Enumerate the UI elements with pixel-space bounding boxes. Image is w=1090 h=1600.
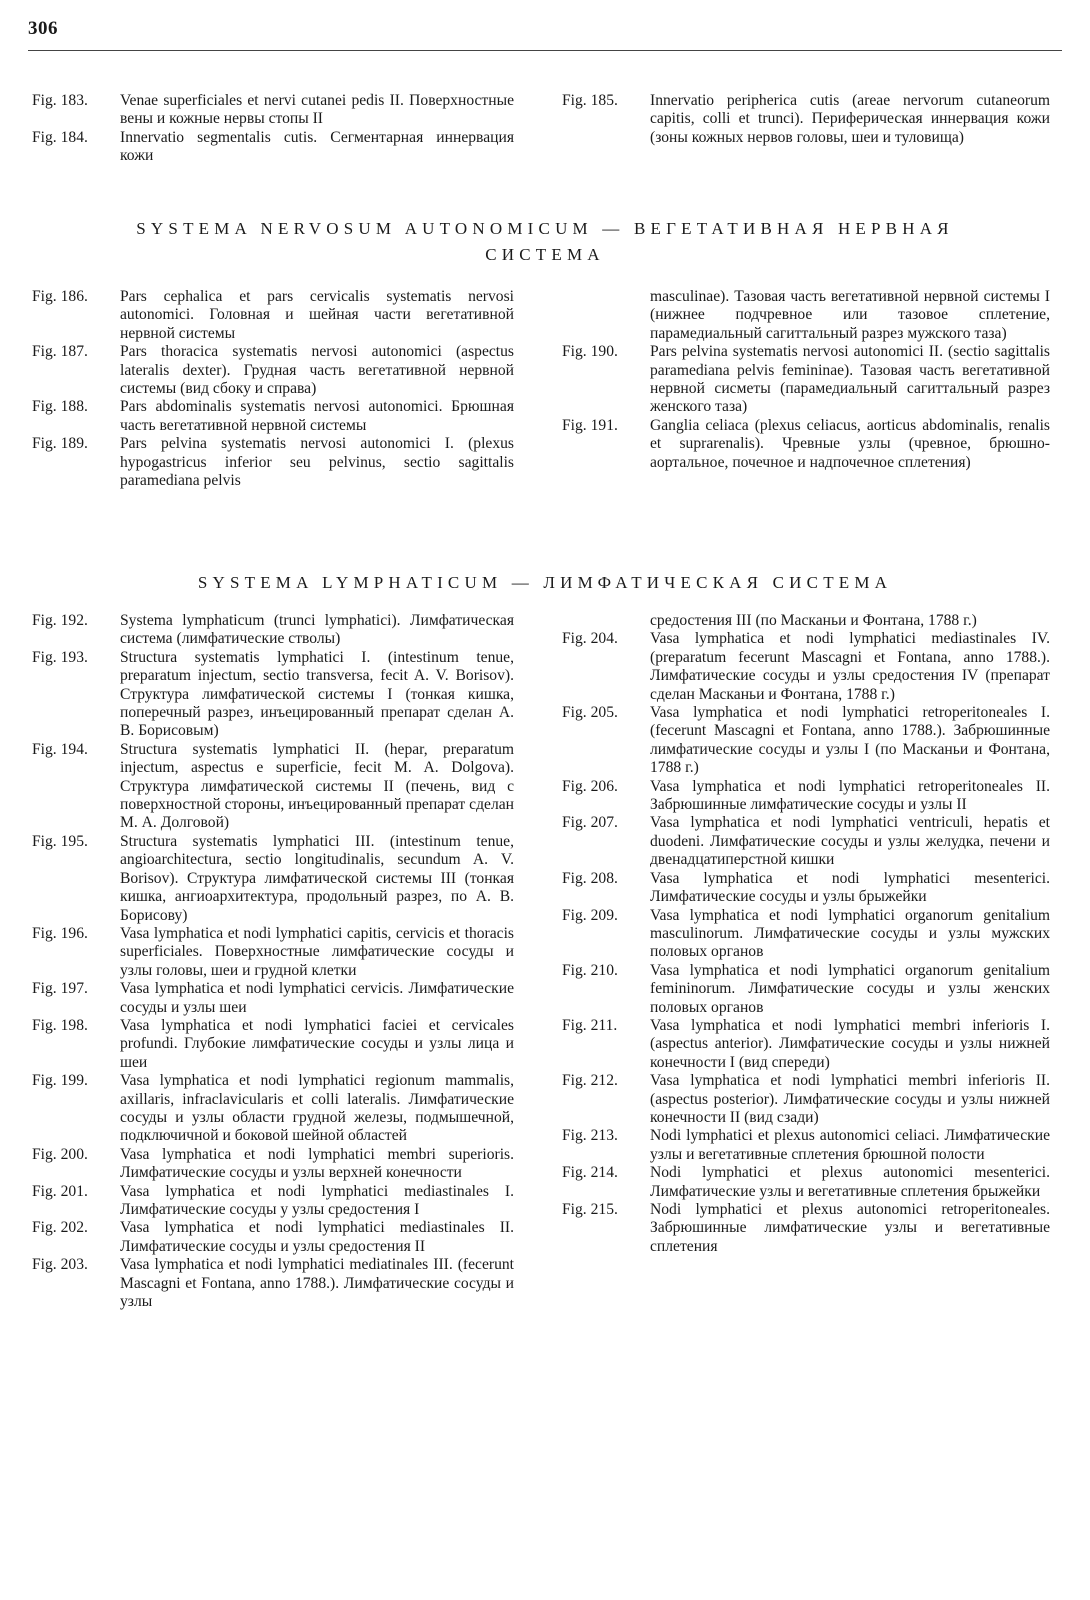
figure-number: Fig. 201. xyxy=(32,1182,88,1200)
figure-caption: Vasa lymphatica et nodi lymphatici membri inferioris I. (aspectus anterior). Лимфатические сосуды и узлы нижней конечности I (вид спереди) xyxy=(650,1016,1050,1071)
caption-continuation: masculinae). Тазовая часть вегетативной нервной системы I (нижнее подчревное или тазовое сплетение, парамедиальный сагиттальный разрез мужского таза) xyxy=(650,288,1050,342)
figure-caption: Vasa lymphatica et nodi lymphatici mediastinales I. Лимфатические сосуды у узлы средостения I xyxy=(120,1182,514,1218)
figure-entry xyxy=(562,1127,1050,1164)
figure-entry xyxy=(562,417,1050,472)
figure-number: Fig. 186. xyxy=(32,288,88,305)
figure-caption: Pars pelvina systematis nervosi autonomici II. (sectio sagittalis paramediana pelvis femininae). Тазовая часть вегетативной нервной сисметы (парамедиальный сагиттальный разрез женского таза) xyxy=(650,343,1050,416)
figure-number: Fig. 196. xyxy=(32,924,88,942)
figure-caption: Vasa lymphatica et nodi lymphatici cervicis. Лимфатические сосуды и узлы шеи xyxy=(120,980,514,1016)
figure-caption: Vasa lymphatica et nodi lymphatici retroperitoneales II. Забрюшинные лимфатические сосуды и узлы II xyxy=(650,777,1050,814)
figure-caption: Nodi lymphatici et plexus autonomici celiaci. Лимфатические узлы и вегетативные сплетения брюшной полости xyxy=(650,1127,1050,1163)
figure-entry xyxy=(32,1256,514,1311)
figure-entry xyxy=(562,1164,1050,1201)
figure-entry xyxy=(562,814,1050,869)
figure-number: Fig. 190. xyxy=(562,343,618,361)
caption-continuation: средостения III (по Масканьи и Фонтана, 1788 г.) xyxy=(650,612,977,629)
figure-entry xyxy=(562,343,1050,417)
figure-number: Fig. 206. xyxy=(562,777,618,795)
page-number: 306 xyxy=(28,18,58,39)
figure-entry xyxy=(32,741,514,833)
figure-caption: Innervatio peripherica cutis (areae nervorum cutaneorum capitis, colli et trunci). Периферическая иннервация кожи (зоны кожных нервов головы, шеи и туловища) xyxy=(650,92,1050,146)
figure-number: Fig. 192. xyxy=(32,612,88,629)
figure-caption: Structura systematis lymphatici III. (intestinum tenue, angioarchitectura, sectio longitudinalis, secundum A. V. Borisov). Структура лимфатической системы III (тонкая кишка, ангиоархитектура, продольный разрез, по А. В. Борисову) xyxy=(120,832,514,924)
figure-number: Fig. 193. xyxy=(32,648,88,666)
figure-caption: Vasa lymphatica et nodi lymphatici mediastinales II. Лимфатические сосуды и узлы средостения II xyxy=(120,1219,514,1255)
figure-entry xyxy=(562,704,1050,778)
figure-number: Fig. 197. xyxy=(32,980,88,998)
figure-number: Fig. 202. xyxy=(32,1219,88,1237)
figure-number: Fig. 184. xyxy=(32,128,88,146)
figure-number: Fig. 194. xyxy=(32,740,88,758)
figure-entry xyxy=(562,1072,1050,1127)
figure-entry xyxy=(562,907,1050,962)
figure-entry xyxy=(32,343,514,398)
section-heading-autonomic xyxy=(0,216,1090,268)
figure-caption: Vasa lymphatica et nodi lymphatici capitis, cervicis et thoracis superficiales. Поверхностные лимфатические сосуды и узлы головы, шеи и грудной клетки xyxy=(120,924,514,979)
figure-caption: Nodi lymphatici et plexus autonomici mesenterici. Лимфатические узлы и вегетативные сплетения брыжейки xyxy=(650,1164,1050,1200)
figure-number: Fig. 200. xyxy=(32,1145,88,1163)
figure-number: Fig. 210. xyxy=(562,961,618,979)
figure-entry xyxy=(32,129,514,166)
figure-caption: Vasa lymphatica et nodi lymphatici organorum genitalium femininorum. Лимфатические сосуды и узлы женских половых органов xyxy=(650,961,1050,1016)
figure-entry xyxy=(32,435,514,490)
figure-number: Fig. 209. xyxy=(562,906,618,924)
figure-number: Fig. 204. xyxy=(562,630,618,648)
lymphatic-right-column xyxy=(562,612,1050,1256)
figure-entry xyxy=(32,980,514,1017)
figure-caption: Vasa lymphatica et nodi lymphatici ventriculi, hepatis et duodeni. Лимфатические сосуды и узлы желудка, печени и двенадцатиперстной кишки xyxy=(650,814,1050,869)
figure-number: Fig. 213. xyxy=(562,1127,618,1145)
figure-entry xyxy=(562,778,1050,815)
figure-caption: Vasa lymphatica et nodi lymphatici mediatinales III. (fecerunt Mascagni et Fontana, anno 1788.). Лимфатические сосуды и узлы xyxy=(120,1256,514,1311)
figure-entry xyxy=(562,630,1050,704)
figure-entry xyxy=(32,1072,514,1146)
figure-number: Fig. 187. xyxy=(32,343,88,361)
figure-caption: Vasa lymphatica et nodi lymphatici organorum genitalium masculinorum. Лимфатические сосуды и узлы мужских половых органов xyxy=(650,906,1050,961)
figure-caption: Vasa lymphatica et nodi lymphatici membri inferioris II. (aspectus posterior). Лимфатические сосуды и узлы нижней конечности II (вид сзади) xyxy=(650,1072,1050,1126)
figure-caption: Venae superficiales et nervi cutanei pedis II. Поверхностные вены и кожные нервы стопы II xyxy=(120,92,514,128)
figure-caption: Innervatio segmentalis cutis. Сегментарная иннервация кожи xyxy=(120,128,514,165)
figure-caption: Nodi lymphatici et plexus autonomici retroperitoneales. Забрюшинные лимфатические узлы и вегетативные сплетения xyxy=(650,1201,1050,1255)
section-heading-lymphatic xyxy=(0,570,1090,596)
figure-number: Fig. 208. xyxy=(562,869,618,887)
figure-caption: Systema lymphaticum (trunci lymphatici). Лимфатическая система (лимфатические стволы) xyxy=(120,612,514,648)
figure-number: Fig. 203. xyxy=(32,1256,88,1274)
figure-entry xyxy=(32,649,514,741)
section-heading-line: SYSTEMA LYMPHATICUM — ЛИМФАТИЧЕСКАЯ СИСТЕМА xyxy=(197,573,893,592)
figure-number: Fig. 183. xyxy=(32,92,88,109)
figure-caption: Vasa lymphatica et nodi lymphatici mesenterici. Лимфатические сосуды и узлы брыжейки xyxy=(650,869,1050,906)
figure-caption: Pars abdominalis systematis nervosi autonomici. Брюшная часть вегетативной нервной системы xyxy=(120,398,514,434)
figure-entry xyxy=(32,1183,514,1220)
section-heading-line: SYSTEMA NERVOSUM AUTONOMICUM — ВЕГЕТАТИВНАЯ НЕРВНАЯ xyxy=(136,219,954,238)
figure-number: Fig. 198. xyxy=(32,1016,88,1034)
top-left-column xyxy=(32,92,514,166)
figure-entry xyxy=(32,612,514,649)
figure-caption: Structura systematis lymphatici II. (hepar, preparatum injectum, aspectus e superficie, fecit M. A. Dolgova). Структура лимфатической системы II (печень, вид с поверхностной стороны, инъецированный препарат сделан М. А. Долговой) xyxy=(120,740,514,832)
figure-caption: Vasa lymphatica et nodi lymphatici mediastinales IV. (preparatum fecerunt Mascagni et Fontana, anno 1788.). Лимфатические сосуды и узлы средостения IV (препарат сделан Масканьи и Фонтана, 1788 г.) xyxy=(650,630,1050,703)
figure-caption: Pars thoracica systematis nervosi autonomici (aspectus lateralis dexter). Грудная часть вегетативной нервной системы (вид сбоку и справа) xyxy=(120,343,514,398)
figure-entry xyxy=(562,92,1050,147)
figure-entry xyxy=(562,1017,1050,1072)
figure-entry xyxy=(32,1017,514,1072)
figure-number: Fig. 195. xyxy=(32,832,88,850)
figure-number: Fig. 214. xyxy=(562,1164,618,1182)
figure-caption: Vasa lymphatica et nodi lymphatici retroperitoneales I. (fecerunt Mascagni et Fontana, anno 1788.). Забрюшинные лимфатические сосуды и узлы I (по Масканьи и Фонтана, 1788 г.) xyxy=(650,704,1050,777)
figure-entry xyxy=(32,92,514,129)
figure-entry xyxy=(32,1219,514,1256)
autonomic-left-column xyxy=(32,288,514,490)
figure-entry xyxy=(562,962,1050,1017)
figure-entry xyxy=(562,1201,1050,1256)
figure-entry xyxy=(32,1146,514,1183)
figure-entry xyxy=(32,925,514,980)
figure-number: Fig. 212. xyxy=(562,1072,618,1090)
figure-caption: Vasa lymphatica et nodi lymphatici faciei et cervicales profundi. Глубокие лимфатические сосуды и узлы лица и шеи xyxy=(120,1016,514,1071)
figure-entry xyxy=(32,833,514,925)
figure-number: Fig. 199. xyxy=(32,1072,88,1090)
figure-number: Fig. 189. xyxy=(32,435,88,453)
figure-number: Fig. 215. xyxy=(562,1201,618,1218)
lymphatic-left-column xyxy=(32,612,514,1311)
figure-caption: Pars cephalica et pars cervicalis systematis nervosi autonomici. Головная и шейная части вегетативной нервной системы xyxy=(120,288,514,342)
header-rule xyxy=(28,50,1062,51)
figure-number: Fig. 191. xyxy=(562,416,618,434)
figure-caption: Vasa lymphatica et nodi lymphatici membri superioris. Лимфатические сосуды и узлы верхней конечности xyxy=(120,1145,514,1182)
figure-caption: Pars pelvina systematis nervosi autonomici I. (plexus hypogastricus inferior seu pelvinus, sectio sagittalis paramediana pelvis xyxy=(120,435,514,490)
section-heading-line: СИСТЕМА xyxy=(485,245,605,264)
autonomic-right-column xyxy=(562,288,1050,472)
top-right-column xyxy=(562,92,1050,147)
figure-caption: Structura systematis lymphatici I. (intestinum tenue, preparatum injectum, sectio transversa, fecit A. V. Borisov). Структура лимфатической системы I (тонкая кишка, поперечный разрез, инъецированный препарат сделан А. В. Борисовым) xyxy=(120,648,514,740)
figure-number: Fig. 207. xyxy=(562,814,618,832)
figure-number: Fig. 211. xyxy=(562,1016,618,1034)
figure-entry xyxy=(32,288,514,343)
figure-entry xyxy=(562,870,1050,907)
figure-number: Fig. 188. xyxy=(32,398,88,416)
figure-number: Fig. 185. xyxy=(562,92,618,109)
figure-caption: Ganglia celiaca (plexus celiacus, aorticus abdominalis, renalis et suprarenalis). Чревные узлы (чревное, брюшно-аортальное, почечное и надпочечное сплетения) xyxy=(650,416,1050,471)
figure-entry xyxy=(32,398,514,435)
figure-caption: Vasa lymphatica et nodi lymphatici regionum mammalis, axillaris, infraclavicularis et colli lateralis. Лимфатические сосуды и узлы области грудной железы, подмышечной, подключичной и боковой шейной областей xyxy=(120,1072,514,1145)
figure-number: Fig. 205. xyxy=(562,704,618,722)
